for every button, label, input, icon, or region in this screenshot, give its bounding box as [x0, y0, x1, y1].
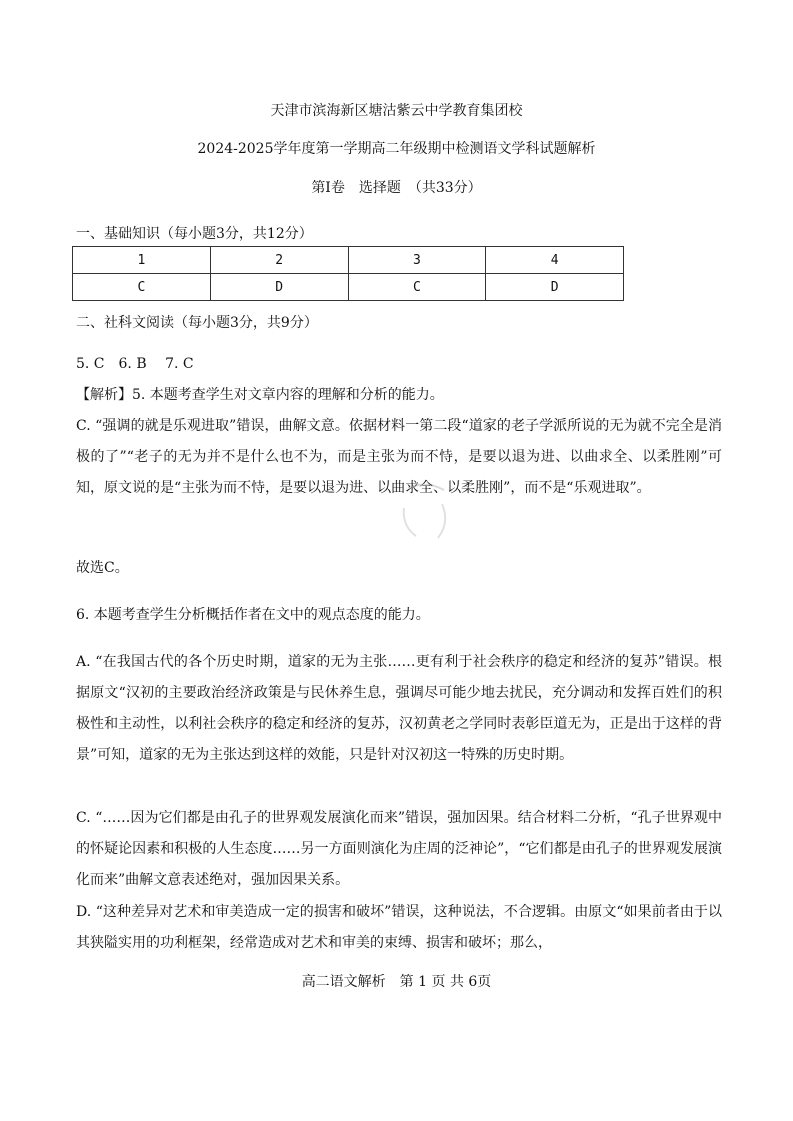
school-name: 天津市滨海新区塘沽紫云中学教育集团校 — [270, 103, 523, 119]
page-footer: 高二语文解析 第 1 页 共 6页 — [301, 974, 492, 990]
table-cell-number: 2 — [210, 247, 348, 274]
q6-option-d: D. “这种差异对艺术和审美造成一定的损害和破坏”错误，这种说法，不合逻辑。由原文“如果前者由于以其狭隘实用的功利框架，经常造成对艺术和审美的束缚、损害和破坏；那么， — [76, 904, 722, 951]
faint-stamp-mark — [398, 478, 454, 542]
table-cell-answer: C — [348, 274, 486, 301]
table-cell-number: 1 — [73, 247, 211, 274]
answers-line: 5. C 6. B 7. C — [76, 356, 194, 372]
volume-title: 第Ⅰ卷 选择题 （共33分） — [311, 180, 482, 196]
table-cell-answer: D — [486, 274, 624, 301]
q6-option-a: A. “在我国古代的各个历史时期，道家的无为主张……更有利于社会秩序的稳定和经济的复苏”错误。根据原文“汉初的主要政治经济政策是与民休养生息，强调尽可能少地去扰民，充分调动和发挥百姓们的积极性和主动性，以利社会秩序的稳定和经济的复苏，汉初黄老之学同时表彰臣道无为，正是出于这样的背景”可知，道家的无为主张达到这样的效能，只是针对汉初这一特殊的历史时期。 — [76, 654, 722, 763]
q6-option-c: C. “……因为它们都是由孔子的世界观发展演化而来”错误，强加因果。结合材料二分析，“孔子世界观中的怀疑论因素和积极的人生态度……另一方面则演化为庄周的泛神论”，“它们都是由孔子的世界观发展演化而来”曲解文意表述绝对，强加因果关系。 — [76, 810, 722, 888]
q5-conclusion: 故选C。 — [76, 560, 129, 576]
section2-heading: 二、社科文阅读（每小题3分，共9分） — [76, 315, 318, 331]
table-cell-answer: C — [73, 274, 211, 301]
q6-intro: 6. 本题考查学生分析概括作者在文中的观点态度的能力。 — [76, 607, 430, 623]
answer-table — [72, 246, 624, 301]
table-cell-answer: D — [210, 274, 348, 301]
q5-analysis-intro: 【解析】5. 本题考查学生对文章内容的理解和分析的能力。 — [76, 387, 444, 403]
section1-heading: 一、基础知识（每小题3分，共12分） — [76, 226, 313, 242]
exam-title: 2024-2025学年度第一学期高二年级期中检测语文学科试题解析 — [197, 141, 596, 157]
table-row — [73, 274, 624, 301]
table-cell-number: 4 — [486, 247, 624, 274]
q5-option-c: C. “强调的就是乐观进取”错误，曲解文意。依据材料一第二段“道家的老子学派所说的无为就不完全是消极的了”“老子的无为并不是什么也不为，而是主张为而不恃，是要以退为进、以曲求全、以柔胜刚”可知，原文说的是“主张为而不恃，是要以退为进、以曲求全、以柔胜刚”，而不是“乐观进取”。 — [76, 418, 722, 496]
table-row — [73, 247, 624, 274]
table-cell-number: 3 — [348, 247, 486, 274]
